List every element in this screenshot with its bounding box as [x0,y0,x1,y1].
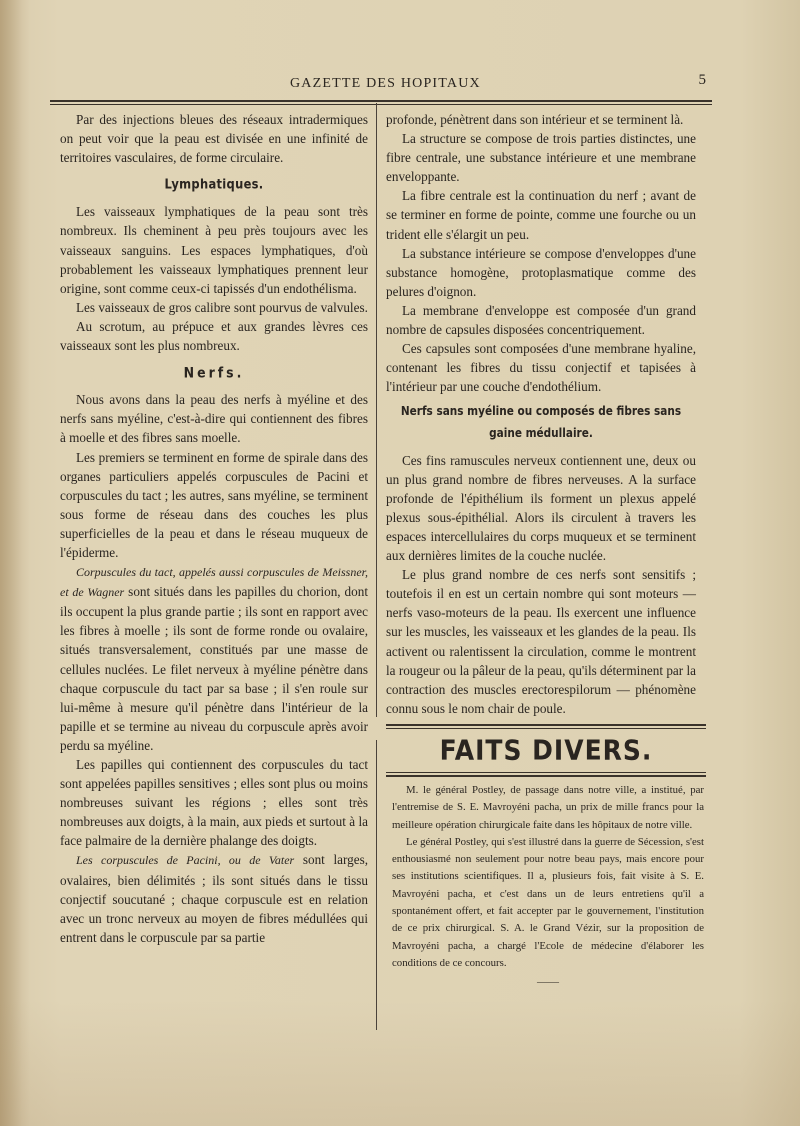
page-header [50,70,712,92]
header-rule [50,100,712,105]
heading-nerfs: Nerfs. [183,363,245,382]
paragraph-structure: La structure se compose de trois parties distinctes, une fibre centrale, une substance intérieure et une membrane enveloppante. [386,131,696,185]
left-column [60,110,368,947]
faits-paragraph-1: M. le général Postley, de passage dans notre ville, a institué, par l'entremise de S. E. Mavroyéni pacha, un prix de mille francs pour la meilleure opération chirurgicale faite dans les hôpitaux de notre ville. [392,784,704,831]
paragraph-papilles: Les papilles qui contiennent des corpuscules du tact sont appelées papilles sensitives ; elles sont plus ou moins nombreuses suivant les régions ; elles sont très nombreuses aux doigts, à la main, aux pieds et surtout à la face palmaire de la dernière phalange des doigts. [60,757,368,849]
paragraph-meissner [60,562,368,755]
heading-lymphatiques: Lymphatiques. [164,176,264,193]
pacini-text: sont larges, ovalaires, bien délimités ; ils sont situés dans le tissu conjectif soucutané ; chaque corpuscule est en relation avec un tronc nerveux au moyen de fibres médullées qui entrent dans le corpuscule par sa partie [60,852,368,945]
paragraph-lymph-3: Au scrotum, au prépuce et aux grandes lèvres ces vaisseaux sont les plus nombreux. [60,318,368,354]
faits-divers-rule-bottom [386,772,706,777]
right-column [386,110,696,718]
page-edge-stain [0,0,30,1126]
paragraph-capsules: Ces capsules sont composées d'une membrane hyaline, contenant les fibres du tissu conjectif et tapisées à l'intérieur par une couche d'endothélium. [386,341,696,395]
faits-divers-rule-top [386,724,706,729]
paragraph-intro: Par des injections bleues des réseaux intradermiques on peut voir que la peau est divisée en une infinité de territoires vasculaires, de forme circulaire. [60,112,368,166]
page-number: 5 [698,72,706,88]
pacini-italic: Les corpuscules de Pacini, ou de Vater [76,853,295,868]
heading-nerfs-sans-myeline: Nerfs sans myéline ou composés de fibres sans gaine médullaire. [400,404,682,441]
paragraph-substance: La substance intérieure se compose d'enveloppes d'une substance homogène, protoplasmatique comme des pelures d'oignon. [386,245,696,299]
paragraph-pacini [60,850,368,946]
column-divider [376,103,377,717]
paragraph-nerfs-1: Nous avons dans la peau des nerfs à myéline et des nerfs sans myéline, c'est-à-dire qui contiennent des fibres à moelle et des fibres sans moelle. [60,392,368,446]
paragraph-membrane: La membrane d'enveloppe est composée d'un grand nombre de capsules disposées concentriquement. [386,302,696,338]
faits-divers-body [392,782,704,992]
meissner-italic: Corpuscules du tact, appelés aussi corpuscules de Meissner, et de Wagner [60,565,368,600]
paragraph-fibre: La fibre centrale est la continuation du nerf ; avant de se terminer en forme de pointe, comme une fourche ou un trident elle s'élargit un peu. [386,188,696,242]
paragraph-ramuscules: Ces fins ramuscules nerveux contiennent une, deux ou un plus grand nombre de fibres nerveuses. A la surface profonde de l'épithélium ils forment un plexus appelé plexus sous-épithélial. Alors ils circulent à travers les espaces intercellulaires du corps muqueux et se terminent aux dernières limites de la couche nuclée. [386,452,696,564]
paragraph-nerfs-2: Les premiers se terminent en forme de spirale dans des organes particuliers appelés corpuscules de Pacini et corpuscules du tact ; les autres, sans myéline, se terminent sous forme de réseau dans des couches les plus superficielles de la peau et dans le réseau muqueux de l'épiderme. [60,449,368,560]
paragraph-continued: profonde, pénètrent dans son intérieur et se terminent là. [386,112,684,127]
paragraph-sensitifs: Le plus grand nombre de ces nerfs sont sensitifs ; toutefois il en est un certain nombre qui sont moteurs — nerfs vaso-moteurs de la peau. Ils exercent une influence sur les muscles, les vaisseaux et les glandes de la peau. Ils activent ou ralentissent la circulation, comme le montrent la rougeur ou la pâleur de la peau, qu'ils déterminent par la contraction des muscles erectorespilorum — phénomène connu sous le nom chair de poule. [386,567,696,716]
column-divider-lower [376,740,377,1030]
faits-divers-title: FAITS DIVERS. [439,734,653,766]
faits-paragraph-2: Le général Postley, qui s'est illustré dans la guerre de Sécession, s'est enthousiasmé non seulement pour notre beau pays, mais encore pour ses institutions scientifiques. Il a, plusieurs fois, fait visite à S. E. Mavroyéni pacha, et c'est dans un de leurs entretiens qu'il a spontanément offert, et fait accepter par le gouvernement, l'institution de ce prix chirurgical. S. A. le Grand Vézir, sur la proposition de Mavroyéni pacha, a chargé l'Ecole de médecine d'élaborer les conditions de ce concours. [392,835,704,969]
journal-title: GAZETTE DES HOPITAUX [290,76,481,91]
page-bottom-stain [0,1000,800,1126]
meissner-text: sont situés dans les papilles du chorion, dont ils occupent la plus grande partie ; ils sont en rapport avec les fibres à moelle ; ils sont de forme ronde ou ovalaire, situés transversalement, constitués par une masse de cellules nuclées. Le filet nerveux à myéline pénètre dans chaque corpuscule du tact par sa base ; il s'en roule sur lui-même à mesure qu'il pénètre dans l'intérieur de la papille et se termine au niveau du corpuscule après avoir perdu sa myéline. [60,584,368,753]
paragraph-lymph-1: Les vaisseaux lymphatiques de la peau sont très nombreux. Ils cheminent à peu près toujours avec les vaisseaux sanguins. Les espaces lymphatiques, d'où probablement les vaisseaux lymphatiques prennent leur origine, sont comme ceux-ci tapissés d'un endothélisma. [60,204,368,296]
paragraph-lymph-2: Les vaisseaux de gros calibre sont pourvus de valvules. [76,299,368,315]
end-mark: —— [537,976,559,989]
